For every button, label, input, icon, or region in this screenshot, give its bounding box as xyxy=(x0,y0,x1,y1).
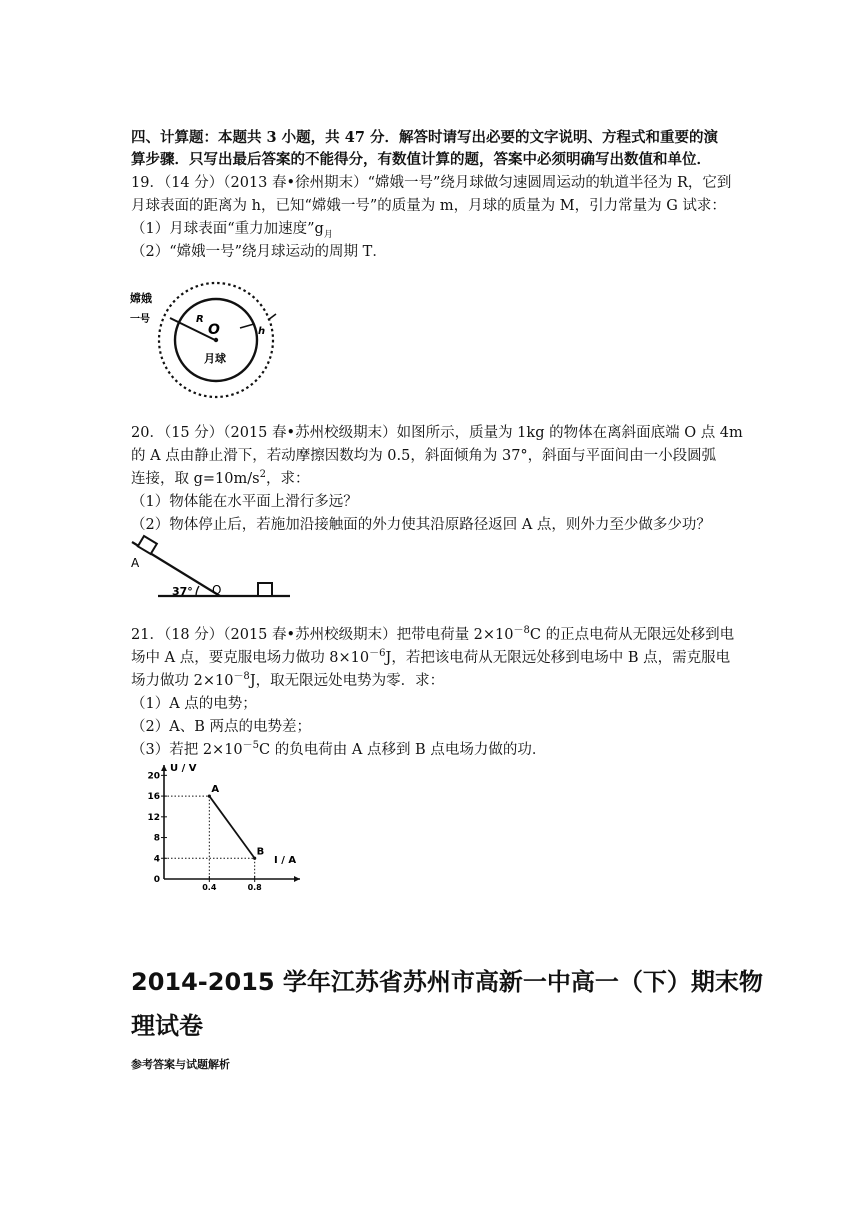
block-on-incline xyxy=(138,536,157,554)
q21-line3-text: 场力做功 2×10 xyxy=(131,673,234,689)
q20-line3-end: ，求： xyxy=(265,471,310,487)
q21-line3-superscript: －8 xyxy=(233,671,250,682)
q21-line1 xyxy=(131,625,734,647)
q21-sub2: （2）A、B 两点的电势差； xyxy=(131,719,311,735)
q21-line2-superscript: －6 xyxy=(369,648,386,659)
point-label: A xyxy=(211,784,220,796)
satellite-label-2: 一号 xyxy=(130,314,150,325)
q19-sub1-text: （1）月球表面“重力加速度”g xyxy=(131,221,324,237)
q21-sub3-text: （3）若把 2×10 xyxy=(131,742,243,758)
q19-sub1-subscript: 月 xyxy=(323,230,333,240)
q21-line2-text: 场中 A 点，要克服电场力做功 8×10 xyxy=(131,650,370,666)
series-line xyxy=(209,796,254,858)
q20-line3-superscript: 2 xyxy=(259,469,266,480)
q21-line2 xyxy=(131,648,730,670)
q19-line2: 月球表面的距离为 h，已知“嫦娥一号”的质量为 m，月球的质量为 M，引力常量为 G 试求： xyxy=(131,198,726,214)
q20-line2: 的 A 点由静止滑下，若动摩擦因数均为 0.5，斜面倾角为 37°，斜面与平面间由一小段圆弧 xyxy=(131,448,717,464)
q21-sub3-end: C 的负电荷由 A 点移到 B 点电场力做的功． xyxy=(259,742,547,758)
y-tick-label: 16 xyxy=(147,792,160,803)
point-A-label: A xyxy=(131,556,140,570)
q21-line3 xyxy=(131,671,444,693)
y-axis-arrow xyxy=(161,765,167,771)
point-label: B xyxy=(256,846,265,858)
x-tick-label: 0.8 xyxy=(247,883,262,892)
x-axis-arrow xyxy=(294,876,300,882)
q20-line1: 20．（15 分）（2015 春•苏州校级期末）如图所示，质量为 1kg 的物体在离斜面底端 O 点 4m xyxy=(131,425,743,441)
q21-sub3-superscript: －5 xyxy=(242,740,260,751)
q21-line3-end: J，取无限远处电势为零．求： xyxy=(249,673,445,689)
x-axis-label: I / A xyxy=(274,855,297,866)
q19-sub1 xyxy=(131,219,333,241)
q20-line3 xyxy=(131,469,309,491)
y-tick-label: 20 xyxy=(147,771,160,782)
u-i-chart xyxy=(122,757,312,892)
q21-line1-end: C 的正点电荷从无限远处移到电 xyxy=(529,627,735,643)
moon-label: 月球 xyxy=(204,352,226,365)
y-tick-label: 12 xyxy=(147,812,160,823)
block-on-ground xyxy=(258,583,272,596)
y-tick-label: 8 xyxy=(153,833,160,844)
y-tick-label: 4 xyxy=(153,854,160,865)
angle-arc xyxy=(196,586,199,596)
h-arrow-left xyxy=(240,324,254,328)
paper-subtitle: 参考答案与试题解析 xyxy=(131,1058,230,1071)
q19-sub2: （2）“嫦娥一号”绕月球运动的周期 T． xyxy=(131,244,387,260)
radius-label: R xyxy=(196,314,204,325)
y-tick-label: 0 xyxy=(153,875,160,885)
q20-line3-text: 连接，取 g=10m/s xyxy=(131,471,260,487)
paper-title-line2: 理试卷 xyxy=(131,1012,203,1040)
q19-line1: 19．（14 分）（2013 春•徐州期末）“嫦娥一号”绕月球做匀速圆周运动的轨道半径为 R，它到 xyxy=(131,175,732,191)
q21-line1-superscript: －8 xyxy=(513,625,530,636)
h-arrow-right xyxy=(268,314,276,320)
q20-sub2: （2）物体停止后，若施加沿接触面的外力使其沿原路径返回 A 点，则外力至少做多少功？ xyxy=(131,517,711,533)
satellite-label-1: 嫦娥 xyxy=(130,292,152,305)
q21-line2-end: J，若把该电荷从无限远处移到电场中 B 点，需克服电 xyxy=(385,650,731,666)
section-heading-line1: 四、计算题：本题共 3 小题，共 47 分．解答时请写出必要的文字说明、方程式和重要的演 xyxy=(131,129,718,146)
angle-label: 37° xyxy=(172,585,193,598)
moon-center-dot xyxy=(214,338,218,342)
altitude-label: h xyxy=(258,326,266,337)
section-heading-line2: 算步骤．只写出最后答案的不能得分，有数值计算的题，答案中必须明确写出数值和单位． xyxy=(131,151,711,168)
y-axis-label: U / V xyxy=(170,763,197,774)
moon-orbit-figure xyxy=(128,278,288,403)
q20-sub1: （1）物体能在水平面上滑行多远？ xyxy=(131,494,358,510)
center-label: O xyxy=(208,322,220,338)
point-O-label: O xyxy=(212,583,222,597)
x-tick-label: 0.4 xyxy=(202,883,217,892)
q21-line1-text: 21．（18 分）（2015 春•苏州校级期末）把带电荷量 2×10 xyxy=(131,627,514,643)
q21-sub1: （1）A 点的电势； xyxy=(131,696,257,712)
incline-figure xyxy=(128,532,293,602)
paper-title-line1: 2014-2015 学年江苏省苏州市高新一中高一（下）期末物 xyxy=(131,968,763,996)
